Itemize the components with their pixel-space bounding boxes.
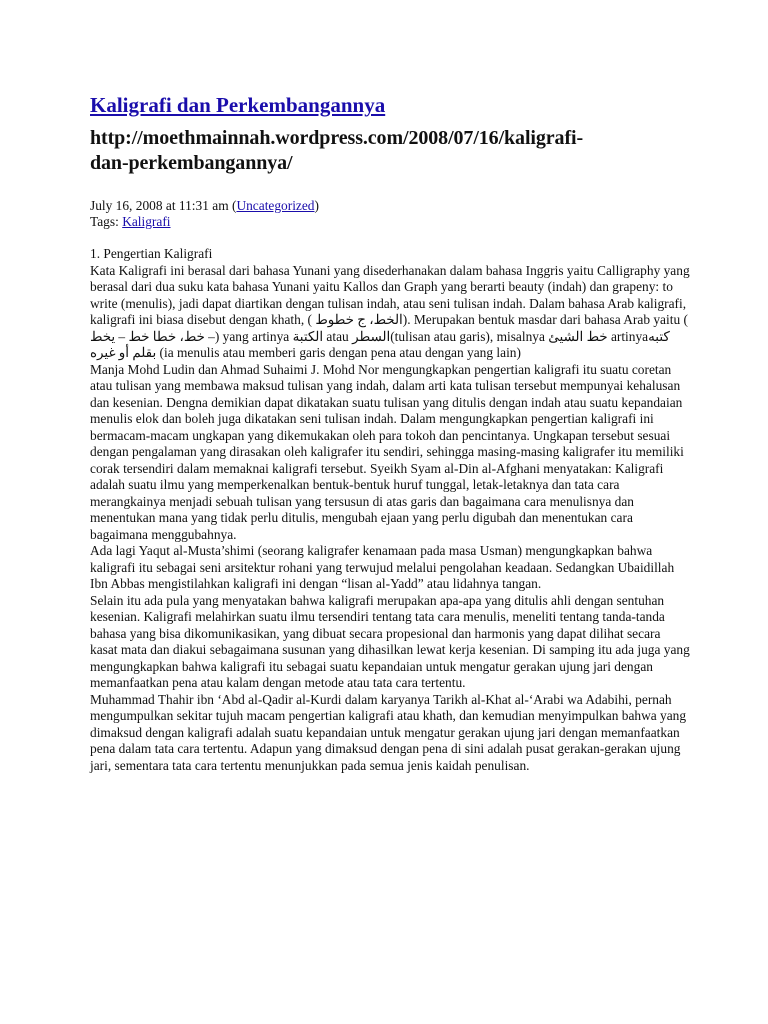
category-link[interactable]: Uncategorized xyxy=(236,198,315,213)
section-heading: 1. Pengertian Kaligrafi xyxy=(90,246,213,261)
paragraph-1 xyxy=(90,263,690,362)
paragraph-1-text-c: ) yang artinya xyxy=(214,328,290,344)
paragraph-2: Manja Mohd Ludin dan Ahmad Suhaimi J. Mohd Nor mengungkapkan pengertian kaligrafi itu suatu coretan atau tulisan yang membawa maksud tulisan yang indah, dalam arti kata tulisan tersebut mempunyai kehalusan dan kesenian. Dengna demikian dapat dikatakan suatu tulisan yang ditulis dengan indah atau suatu kepandaian menulis elok dan boleh juga dikatakan seni tulisan indah. Dalam mengungkapkan pengertian kaligrafi ini bermacam-macam ungkapan yang dikemukakan oleh para tokoh dan pencintanya. Ungkapan tersebut sesuai dengan pengalaman yang dirasakan oleh kaligrafer itu sendiri, sehingga masing-masing kaligrafer itu memiliki corak tersendiri dalam memaknai kaligrafi tersebut. Syeikh Syam al-Din al-Afghani menyatakan: Kaligrafi adalah suatu ilmu yang memperkenalkan bentuk-bentuk huruf tunggal, letak-letaknya dan tata cara merangkainya menjadi sebuah tulisan yang tersusun di atas garis dan bagaimana cara menulisnya dan menentukan mana yang tidak perlu ditulis, mengubah ejaan yang perlu digubah dan menentukan cara bagaimana menggubahnya. xyxy=(90,361,684,542)
post-title-link[interactable]: Kaligrafi dan Perkembangannya xyxy=(90,93,386,117)
paragraph-1-text-a: Kata Kaligrafi ini berasal dari bahasa Yunani yang disederhanakan dalam bahasa Inggris yaitu Calligraphy yang berasal dari dua suku kata bahasa Yunani yaitu Kallos dan Graph yang berarti beauty (indah) dan grapeny: to write (menulis), jadi dapat diartikan dengan tulisan indah, atau seni tulisan indah. Dalam bahasa Arab kaligrafi, kaligrafi ini biasa disebut dengan khath, ( xyxy=(90,262,690,327)
source-url xyxy=(90,126,690,176)
arabic-text-kitabah: الكتبة xyxy=(292,328,324,344)
tags-label: Tags: xyxy=(90,214,119,229)
document-page xyxy=(90,92,690,774)
source-url-line1: http://moethmainnah.wordpress.com/2008/07/16/kaligrafi- xyxy=(90,127,584,149)
paragraph-4: Selain itu ada pula yang menyatakan bahwa kaligrafi merupakan apa-apa yang ditulis ahli dengan sentuhan kesenian. Kaligrafi melahirkan suatu ilmu tersendiri tentang tata cara menulis, meneliti tentang tanda-tanda bahasa yang bisa dikomunikasikan, yang dibuat secara propesional dan harmonis yang dapat dilihat secara kasat mata dan diakui sebagaimana susunan yang dihasilkan lewat kerja kesenian. Di samping itu ada juga yang mengungkapkan bahwa kaligrafi itu sebagai suatu kepandaian untuk mengatur gerakan ujung jari dengan memanfaatkan pena atau kalam dengan metode atau tata cara tertentu. xyxy=(90,592,690,690)
source-url-line2: dan-perkembangannya/ xyxy=(90,152,293,174)
paragraph-1-text-d: atau xyxy=(326,328,349,344)
arabic-text-masdar: – خط، خطا خط – يخط xyxy=(90,328,215,344)
arabic-text-kataba: كتبه بقلم أو غيره xyxy=(90,328,670,360)
paragraph-3: Ada lagi Yaqut al-Musta’shimi (seorang kaligrafer kenamaan pada masa Usman) mengungkapkan bahwa kaligrafi itu sebagai seni arsitektur rohani yang terwujud melalui pengolahan keadaan. Sedangkan Ubaidillah Ibn Abbas mengistilahkan kaligrafi ini dengan “lisan al-Yadd” atau lidahnya tangan. xyxy=(90,543,675,591)
arabic-text-khath: الخط، ج خطوط xyxy=(315,312,403,327)
post-date: July 16, 2008 at 11:31 am xyxy=(90,198,229,213)
arabic-text-satr: السطر xyxy=(352,328,391,344)
paragraph-5: Muhammad Thahir ibn ‘Abd al-Qadir al-Kurdi dalam karyanya Tarikh al-Khat al-‘Arabi wa Adabihi, pernah mengumpulkan sekitar tujuh macam pengertian kaligrafi atau khath, dan kemudian menyimpulkan bahwa yang dimaksud dengan kaligrafi adalah suatu kepandaian untuk mengatur gerakan ujung jari dengan memanfaatkan pena dalam tata cara tertentu. Adapun yang dimaksud dengan pena di sini adalah pusat gerakan-gerakan ujung jari, sementara tata cara tertentu menunjukkan pada semua jenis kaidah penulisan. xyxy=(90,691,687,773)
post-meta xyxy=(90,198,690,230)
category-close-paren: ) xyxy=(314,198,319,213)
post-title xyxy=(90,92,690,118)
paragraph-1-text-b: ). Merupakan bentuk masdar dari bahasa Arab yaitu ( xyxy=(402,312,688,327)
post-date-line xyxy=(90,198,690,214)
paragraph-1-text-g: (ia menulis atau memberi garis dengan pena atau dengan yang lain) xyxy=(159,345,521,360)
tags-line xyxy=(90,214,690,230)
article-body xyxy=(90,246,690,774)
category-open-paren: ( xyxy=(231,198,237,213)
paragraph-1-text-e: (tulisan atau garis), misalnya xyxy=(390,328,545,344)
tag-link[interactable]: Kaligrafi xyxy=(122,214,171,229)
paragraph-1-text-f: artinya xyxy=(610,328,649,344)
arabic-text-khath-syai: خط الشيئ xyxy=(548,328,608,344)
